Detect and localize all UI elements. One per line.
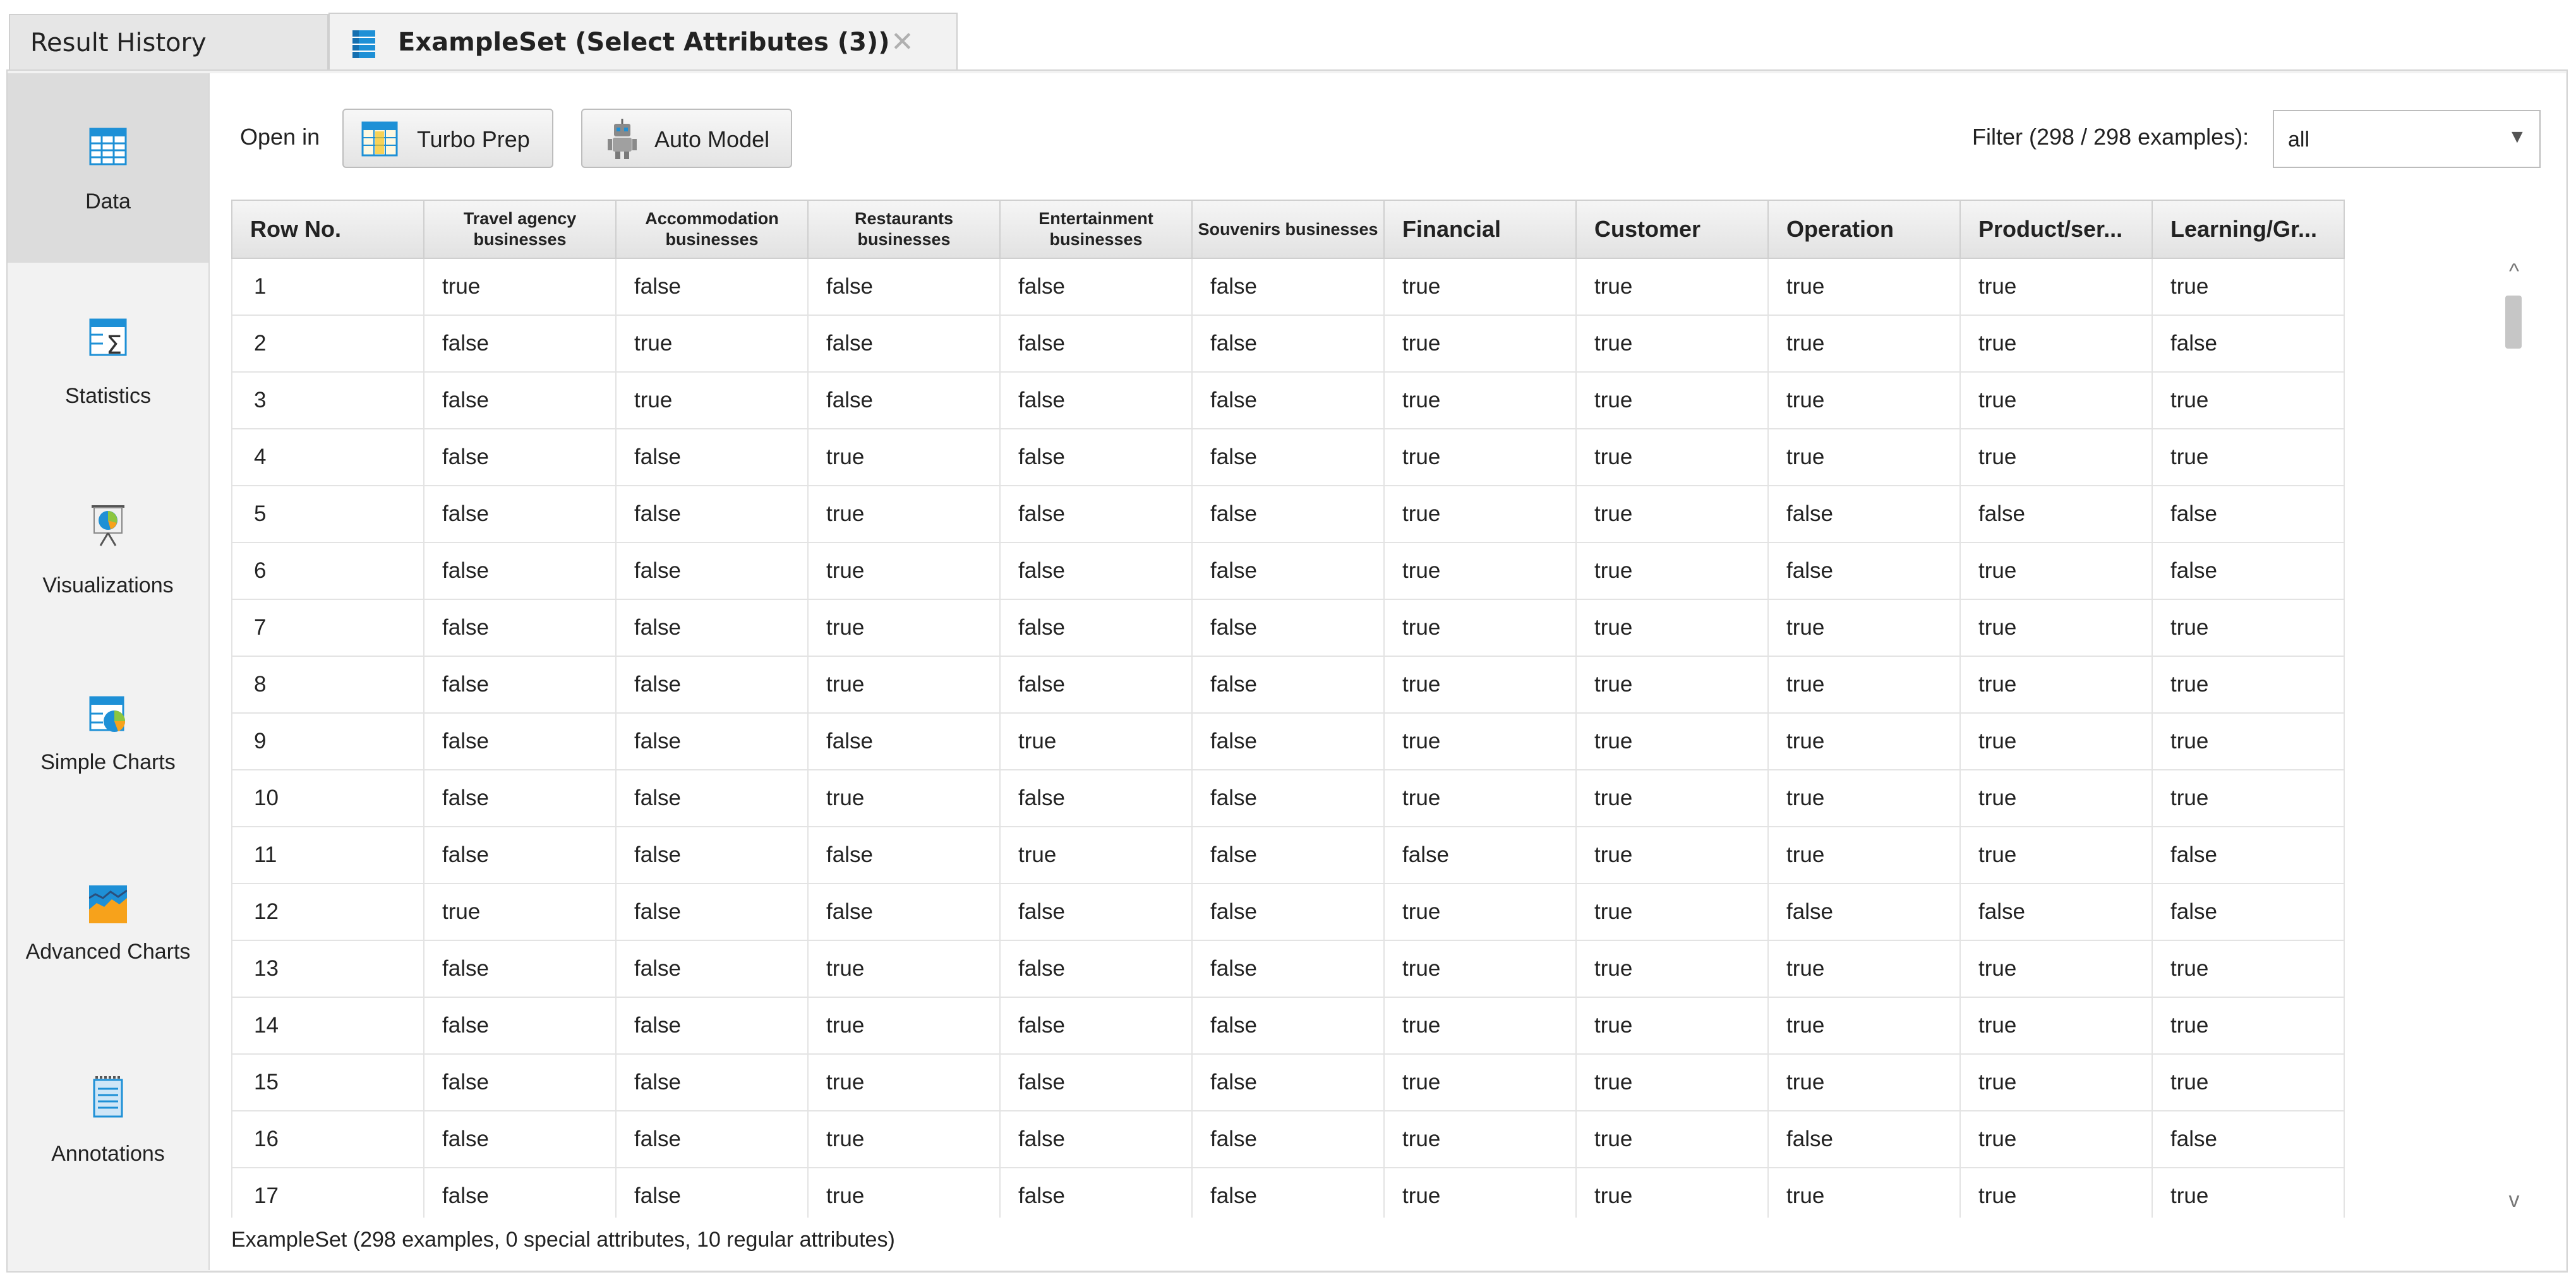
scrollbar-thumb[interactable] (2505, 296, 2522, 349)
table-icon (89, 128, 127, 165)
table-cell[interactable]: false (1192, 884, 1384, 940)
table-row[interactable] (232, 997, 2344, 1054)
turbo-prep-icon (361, 120, 398, 158)
table-cell[interactable]: false (424, 486, 616, 542)
table-cell[interactable]: true (424, 884, 616, 940)
table-cell[interactable]: false (1192, 997, 1384, 1054)
sidebar-item-visualizations[interactable] (8, 452, 208, 642)
table-cell[interactable]: true (1576, 770, 1768, 827)
table-cell[interactable]: false (424, 599, 616, 656)
table-cell[interactable]: true (1384, 258, 1576, 315)
table-cell[interactable]: false (1000, 258, 1192, 315)
table-cell[interactable]: false (1192, 599, 1384, 656)
table-cell[interactable]: false (1192, 940, 1384, 997)
sidebar-item-label: Simple Charts (40, 750, 176, 774)
sidebar-item-annotations[interactable] (8, 1021, 208, 1210)
table-cell[interactable]: false (1192, 429, 1384, 486)
table-cell[interactable]: true (1576, 1054, 1768, 1111)
sidebar-item-label: Annotations (51, 1142, 165, 1166)
table-cell[interactable]: false (1192, 1168, 1384, 1218)
table-header-row (232, 200, 2344, 258)
table-cell[interactable]: true (2152, 372, 2344, 429)
table-cell[interactable]: true (616, 315, 808, 372)
table-cell[interactable]: true (1384, 1111, 1576, 1168)
turbo-prep-button[interactable] (342, 109, 553, 168)
table-cell[interactable]: true (2152, 656, 2344, 713)
table-cell[interactable]: true (808, 940, 1000, 997)
table-cell[interactable]: true (808, 542, 1000, 599)
advanced-charts-icon (89, 885, 127, 923)
table-cell[interactable]: true (1384, 599, 1576, 656)
data-view (210, 73, 2566, 1270)
table-row[interactable] (232, 599, 2344, 656)
table-cell[interactable]: false (1192, 372, 1384, 429)
table-cell[interactable]: false (424, 1168, 616, 1218)
table-cell[interactable]: true (1768, 599, 1960, 656)
column-header[interactable]: Financial (1384, 200, 1576, 258)
table-cell[interactable]: false (616, 542, 808, 599)
table-cell[interactable]: true (2152, 713, 2344, 770)
table-cell[interactable]: true (1768, 940, 1960, 997)
table-cell[interactable]: true (1576, 372, 1768, 429)
table-cell[interactable]: false (1192, 542, 1384, 599)
view-sidebar (8, 73, 210, 1270)
table-cell[interactable]: true (2152, 429, 2344, 486)
sidebar-item-data[interactable] (8, 73, 208, 263)
table-cell[interactable]: true (1576, 315, 1768, 372)
table-cell[interactable]: false (616, 770, 808, 827)
row-number-cell[interactable]: 6 (232, 542, 424, 599)
table-cell[interactable]: false (1000, 997, 1192, 1054)
table-cell[interactable]: true (2152, 770, 2344, 827)
table-row[interactable] (232, 940, 2344, 997)
table-cell[interactable]: false (1000, 1168, 1192, 1218)
table-cell[interactable]: true (808, 599, 1000, 656)
svg-text:Σ: Σ (106, 331, 123, 356)
filter-label: Filter (298 / 298 examples): (1972, 124, 2249, 150)
table-cell[interactable]: false (808, 713, 1000, 770)
table-cell[interactable]: true (1576, 997, 1768, 1054)
row-number-cell[interactable]: 15 (232, 1054, 424, 1111)
table-cell[interactable]: true (1384, 429, 1576, 486)
table-cell[interactable]: false (1000, 1111, 1192, 1168)
column-header[interactable]: Entertainment businesses (1000, 200, 1192, 258)
turbo-prep-label: Turbo Prep (417, 126, 530, 152)
table-cell[interactable]: true (1960, 542, 2152, 599)
table-cell[interactable]: false (1000, 599, 1192, 656)
row-number-cell[interactable]: 16 (232, 1111, 424, 1168)
open-in-label: Open in (240, 124, 320, 150)
table-cell[interactable]: true (424, 258, 616, 315)
table-cell[interactable]: true (808, 1054, 1000, 1111)
row-number-cell[interactable]: 7 (232, 599, 424, 656)
table-row[interactable] (232, 827, 2344, 884)
table-cell[interactable]: true (1960, 258, 2152, 315)
table-cell[interactable]: false (1000, 372, 1192, 429)
table-cell[interactable]: true (1960, 315, 2152, 372)
table-cell[interactable]: true (1576, 827, 1768, 884)
table-cell[interactable]: true (1576, 429, 1768, 486)
table-cell[interactable]: true (1384, 656, 1576, 713)
table-row[interactable] (232, 429, 2344, 486)
table-cell[interactable]: false (1192, 770, 1384, 827)
table-cell[interactable]: true (1768, 770, 1960, 827)
table-row[interactable] (232, 713, 2344, 770)
table-cell[interactable]: true (1960, 770, 2152, 827)
table-cell[interactable]: true (1768, 372, 1960, 429)
table-cell[interactable]: false (424, 827, 616, 884)
table-row[interactable] (232, 770, 2344, 827)
table-cell[interactable]: false (424, 1111, 616, 1168)
row-number-cell[interactable]: 11 (232, 827, 424, 884)
exampleset-icon (352, 30, 375, 58)
row-number-cell[interactable]: 5 (232, 486, 424, 542)
column-header[interactable]: Operation (1768, 200, 1960, 258)
table-cell[interactable]: true (1960, 997, 2152, 1054)
row-number-cell[interactable]: 4 (232, 429, 424, 486)
filter-dropdown[interactable] (2273, 110, 2541, 168)
table-cell[interactable]: true (808, 997, 1000, 1054)
table-cell[interactable]: true (1576, 542, 1768, 599)
table-cell[interactable]: false (808, 884, 1000, 940)
close-tab-icon[interactable]: ✕ (891, 26, 914, 58)
table-body (232, 258, 2344, 1218)
column-header[interactable]: Customer (1576, 200, 1768, 258)
table-cell[interactable]: true (1768, 429, 1960, 486)
table-cell[interactable]: false (1192, 258, 1384, 315)
table-cell[interactable]: true (1960, 599, 2152, 656)
table-cell[interactable]: false (1960, 486, 2152, 542)
column-header[interactable]: Row No. (232, 200, 424, 258)
table-cell[interactable]: true (1576, 486, 1768, 542)
table-row[interactable] (232, 1168, 2344, 1218)
table-row[interactable] (232, 372, 2344, 429)
table-cell[interactable]: false (424, 429, 616, 486)
table-cell[interactable]: false (616, 997, 808, 1054)
table-cell[interactable]: false (1192, 315, 1384, 372)
row-number-cell[interactable]: 2 (232, 315, 424, 372)
table-row[interactable] (232, 1111, 2344, 1168)
table-row[interactable] (232, 656, 2344, 713)
table-cell[interactable]: false (424, 656, 616, 713)
table-cell[interactable]: false (616, 1054, 808, 1111)
table-cell[interactable]: false (2152, 542, 2344, 599)
table-cell[interactable]: true (1768, 827, 1960, 884)
table-cell[interactable]: false (1000, 1054, 1192, 1111)
table-cell[interactable]: false (1768, 1111, 1960, 1168)
row-number-cell[interactable]: 13 (232, 940, 424, 997)
table-cell[interactable]: true (2152, 1054, 2344, 1111)
table-cell[interactable]: false (424, 542, 616, 599)
table-cell[interactable]: false (616, 713, 808, 770)
table-cell[interactable]: true (1384, 542, 1576, 599)
table-cell[interactable]: true (1960, 656, 2152, 713)
table-cell[interactable]: false (2152, 1111, 2344, 1168)
table-cell[interactable]: false (616, 599, 808, 656)
table-cell[interactable]: false (1768, 542, 1960, 599)
table-row[interactable] (232, 486, 2344, 542)
table-cell[interactable]: true (1384, 315, 1576, 372)
table-cell[interactable]: true (1384, 713, 1576, 770)
table-cell[interactable]: true (1384, 770, 1576, 827)
table-cell[interactable]: true (1384, 884, 1576, 940)
table-cell[interactable]: true (1768, 997, 1960, 1054)
table-cell[interactable]: true (1768, 258, 1960, 315)
table-cell[interactable]: true (2152, 258, 2344, 315)
table-cell[interactable]: true (1768, 656, 1960, 713)
simple-charts-icon (89, 696, 127, 734)
table-cell[interactable]: true (808, 656, 1000, 713)
table-cell[interactable]: false (808, 315, 1000, 372)
table-cell[interactable]: false (1192, 656, 1384, 713)
robot-icon (606, 117, 638, 160)
table-cell[interactable]: false (616, 258, 808, 315)
table-cell[interactable]: true (1384, 1054, 1576, 1111)
table-cell[interactable]: false (808, 258, 1000, 315)
table-cell[interactable]: true (1768, 713, 1960, 770)
table-cell[interactable]: true (1960, 1168, 2152, 1218)
table-row[interactable] (232, 1054, 2344, 1111)
table-cell[interactable]: true (1576, 599, 1768, 656)
auto-model-button[interactable] (581, 109, 792, 168)
table-cell[interactable]: false (1384, 827, 1576, 884)
table-cell[interactable]: true (808, 486, 1000, 542)
table-cell[interactable]: true (2152, 599, 2344, 656)
table-row[interactable] (232, 258, 2344, 315)
column-header[interactable]: Learning/Gr... (2152, 200, 2344, 258)
table-cell[interactable]: true (1960, 372, 2152, 429)
table-cell[interactable]: false (616, 884, 808, 940)
row-number-cell[interactable]: 14 (232, 997, 424, 1054)
table-cell[interactable]: true (1768, 315, 1960, 372)
table-cell[interactable]: false (1192, 1054, 1384, 1111)
table-cell[interactable]: false (1000, 542, 1192, 599)
table-cell[interactable]: false (424, 315, 616, 372)
table-cell[interactable]: true (1000, 827, 1192, 884)
sidebar-item-label: Data (85, 189, 131, 213)
table-cell[interactable]: false (424, 770, 616, 827)
table-cell[interactable]: false (424, 940, 616, 997)
annotations-icon (89, 1075, 127, 1119)
table-cell[interactable]: false (1000, 486, 1192, 542)
visualizations-icon (89, 504, 127, 548)
table-cell[interactable]: true (1960, 429, 2152, 486)
table-cell[interactable]: false (1000, 940, 1192, 997)
sidebar-item-advanced-charts[interactable] (8, 831, 208, 1021)
table-cell[interactable]: false (2152, 486, 2344, 542)
table-cell[interactable]: false (616, 1111, 808, 1168)
table-cell[interactable]: false (1000, 656, 1192, 713)
table-cell[interactable]: false (1192, 486, 1384, 542)
row-number-cell[interactable]: 17 (232, 1168, 424, 1218)
table-cell[interactable]: false (808, 827, 1000, 884)
table-cell[interactable]: false (2152, 827, 2344, 884)
row-number-cell[interactable]: 3 (232, 372, 424, 429)
sidebar-item-label: Statistics (64, 384, 152, 408)
table-cell[interactable]: false (808, 372, 1000, 429)
column-header[interactable]: Travel agency businesses (424, 200, 616, 258)
table-cell[interactable]: false (616, 656, 808, 713)
table-cell[interactable]: false (1960, 884, 2152, 940)
tab-exampleset-label: ExampleSet (Select Attributes (3)) (398, 28, 890, 57)
table-row[interactable] (232, 542, 2344, 599)
table-cell[interactable]: true (1384, 1168, 1576, 1218)
tab-strip (0, 0, 2576, 71)
table-cell[interactable]: true (1576, 656, 1768, 713)
table-cell[interactable]: false (1192, 713, 1384, 770)
table-cell[interactable]: true (1576, 884, 1768, 940)
table-cell[interactable]: true (1960, 827, 2152, 884)
column-header[interactable]: Accommodation businesses (616, 200, 808, 258)
tab-result-history[interactable] (9, 14, 328, 71)
table-cell[interactable]: true (1576, 713, 1768, 770)
scroll-up-icon[interactable]: ^ (2509, 260, 2519, 284)
table-cell[interactable]: false (424, 372, 616, 429)
table-cell[interactable]: true (1960, 940, 2152, 997)
sidebar-item-statistics[interactable] (8, 263, 208, 452)
table-cell[interactable]: true (808, 429, 1000, 486)
table-cell[interactable]: true (808, 1168, 1000, 1218)
table-cell[interactable]: false (616, 429, 808, 486)
chevron-down-icon: ▼ (2508, 126, 2527, 147)
filter-value: all (2288, 128, 2310, 152)
tab-exampleset[interactable] (328, 13, 958, 72)
sidebar-item-simple-charts[interactable] (8, 642, 208, 831)
table-cell[interactable]: true (1960, 1111, 2152, 1168)
table-cell[interactable]: false (1000, 315, 1192, 372)
table-cell[interactable]: true (1576, 1111, 1768, 1168)
row-number-cell[interactable]: 1 (232, 258, 424, 315)
sidebar-item-label: Visualizations (42, 573, 174, 597)
table-row[interactable] (232, 315, 2344, 372)
table-cell[interactable]: true (1384, 372, 1576, 429)
table-cell[interactable]: true (1576, 940, 1768, 997)
table-cell[interactable]: false (1000, 429, 1192, 486)
data-table (231, 200, 2345, 1218)
table-cell[interactable]: true (1384, 940, 1576, 997)
column-header[interactable]: Product/ser... (1960, 200, 2152, 258)
table-cell[interactable]: true (808, 770, 1000, 827)
table-cell[interactable]: true (1576, 1168, 1768, 1218)
table-cell[interactable]: false (616, 1168, 808, 1218)
table-cell[interactable]: false (1192, 827, 1384, 884)
table-cell[interactable]: true (1384, 486, 1576, 542)
table-cell[interactable]: false (2152, 315, 2344, 372)
table-cell[interactable]: true (1000, 713, 1192, 770)
table-cell[interactable]: false (616, 486, 808, 542)
row-number-cell[interactable]: 10 (232, 770, 424, 827)
table-cell[interactable]: true (1960, 713, 2152, 770)
table-cell[interactable]: false (424, 1054, 616, 1111)
column-header[interactable]: Restaurants businesses (808, 200, 1000, 258)
table-cell[interactable]: false (424, 997, 616, 1054)
table-cell[interactable]: false (424, 713, 616, 770)
table-cell[interactable]: false (616, 827, 808, 884)
column-header[interactable]: Souvenirs businesses (1192, 200, 1384, 258)
table-cell[interactable]: true (1576, 258, 1768, 315)
table-cell[interactable]: false (1768, 486, 1960, 542)
table-cell[interactable]: true (808, 1111, 1000, 1168)
row-number-cell[interactable]: 12 (232, 884, 424, 940)
status-text: ExampleSet (298 examples, 0 special attributes, 10 regular attributes) (231, 1228, 895, 1252)
tab-result-history-label: Result History (30, 28, 207, 57)
table-cell[interactable]: true (2152, 940, 2344, 997)
table-cell[interactable]: false (1000, 770, 1192, 827)
table-cell[interactable]: false (1000, 884, 1192, 940)
table-cell[interactable]: true (1384, 997, 1576, 1054)
row-number-cell[interactable]: 9 (232, 713, 424, 770)
statistics-icon (89, 318, 127, 356)
data-table-container (231, 200, 2369, 1218)
auto-model-label: Auto Model (654, 126, 770, 152)
table-row[interactable] (232, 884, 2344, 940)
table-cell[interactable]: true (2152, 997, 2344, 1054)
table-cell[interactable]: true (2152, 1168, 2344, 1218)
table-cell[interactable]: false (1192, 1111, 1384, 1168)
scroll-down-icon[interactable]: v (2508, 1188, 2520, 1212)
table-cell[interactable]: false (2152, 884, 2344, 940)
table-cell[interactable]: true (616, 372, 808, 429)
sidebar-item-label: Advanced Charts (25, 940, 191, 964)
table-cell[interactable]: false (1768, 884, 1960, 940)
table-cell[interactable]: true (1768, 1054, 1960, 1111)
row-number-cell[interactable]: 8 (232, 656, 424, 713)
table-cell[interactable]: true (1960, 1054, 2152, 1111)
table-cell[interactable]: true (1768, 1168, 1960, 1218)
table-cell[interactable]: false (616, 940, 808, 997)
vertical-scrollbar[interactable] (2496, 255, 2532, 1219)
